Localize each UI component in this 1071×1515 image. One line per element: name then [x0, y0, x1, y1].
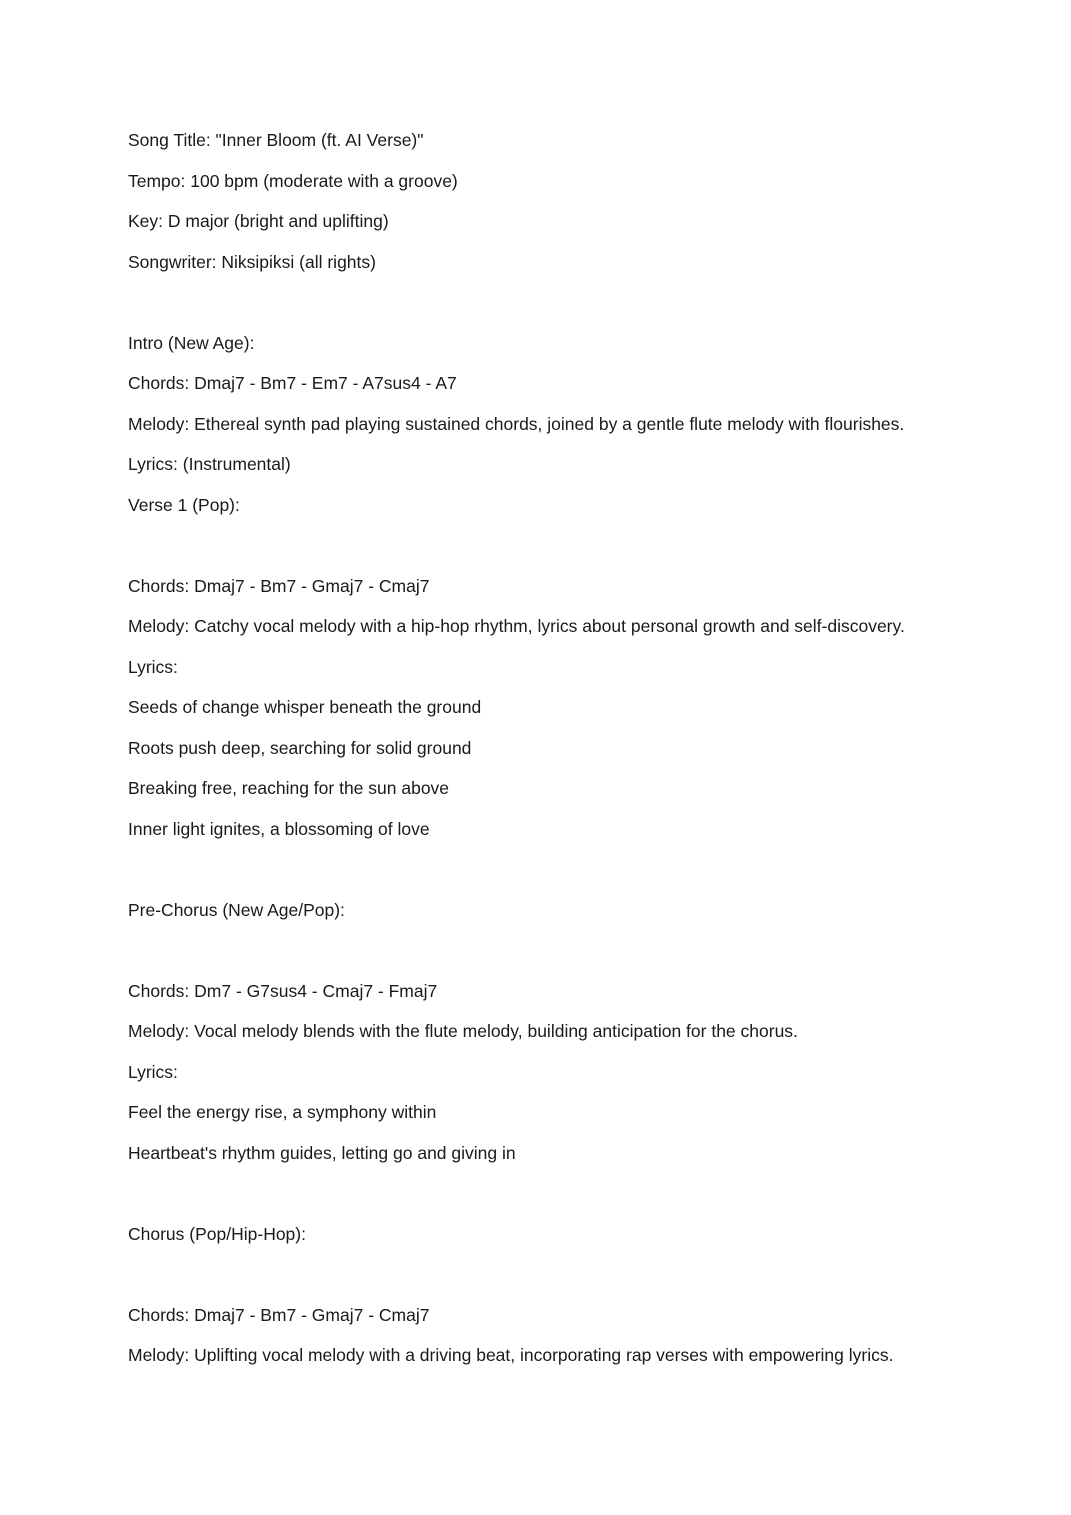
tempo-line: Tempo: 100 bpm (moderate with a groove)	[128, 171, 458, 191]
lyric-line: Feel the energy rise, a symphony within	[128, 1102, 437, 1122]
songwriter-line: Songwriter: Niksipiksi (all rights)	[128, 252, 376, 272]
key-line: Key: D major (bright and uplifting)	[128, 211, 389, 231]
intro-melody-line: Melody: Ethereal synth pad playing sustained chords, joined by a gentle flute melody with flourishes.	[128, 414, 905, 434]
verse1-lyrics-label: Lyrics:	[128, 657, 178, 677]
verse1-heading: Verse 1 (Pop):	[128, 495, 240, 515]
lyric-line: Breaking free, reaching for the sun above	[128, 778, 450, 798]
lyric-line: Seeds of change whisper beneath the ground	[128, 697, 482, 717]
lyric-line: Heartbeat's rhythm guides, letting go and giving in	[128, 1143, 516, 1163]
pre-chorus-chords-line: Chords: Dm7 - G7sus4 - Cmaj7 - Fmaj7	[128, 981, 438, 1001]
verse1-chords-line: Chords: Dmaj7 - Bm7 - Gmaj7 - Cmaj7	[128, 576, 430, 596]
intro-lyrics-line: Lyrics: (Instrumental)	[128, 454, 291, 474]
song-title-line: Song Title: "Inner Bloom (ft. AI Verse)"	[128, 130, 424, 150]
lyric-line: Inner light ignites, a blossoming of love	[128, 819, 430, 839]
pre-chorus-lyrics-label: Lyrics:	[128, 1062, 178, 1082]
verse1-melody-line: Melody: Catchy vocal melody with a hip-hop rhythm, lyrics about personal growth and self-discovery.	[128, 616, 905, 636]
chorus-heading: Chorus (Pop/Hip-Hop):	[128, 1224, 306, 1244]
intro-heading: Intro (New Age):	[128, 333, 255, 353]
chorus-chords-line: Chords: Dmaj7 - Bm7 - Gmaj7 - Cmaj7	[128, 1305, 430, 1325]
chorus-melody-line: Melody: Uplifting vocal melody with a driving beat, incorporating rap verses with empowering lyrics.	[128, 1345, 894, 1365]
pre-chorus-heading: Pre-Chorus (New Age/Pop):	[128, 900, 345, 920]
pre-chorus-melody-line: Melody: Vocal melody blends with the flute melody, building anticipation for the chorus.	[128, 1021, 798, 1041]
lyric-line: Roots push deep, searching for solid ground	[128, 738, 472, 758]
intro-chords-line: Chords: Dmaj7 - Bm7 - Em7 - A7sus4 - A7	[128, 373, 457, 393]
